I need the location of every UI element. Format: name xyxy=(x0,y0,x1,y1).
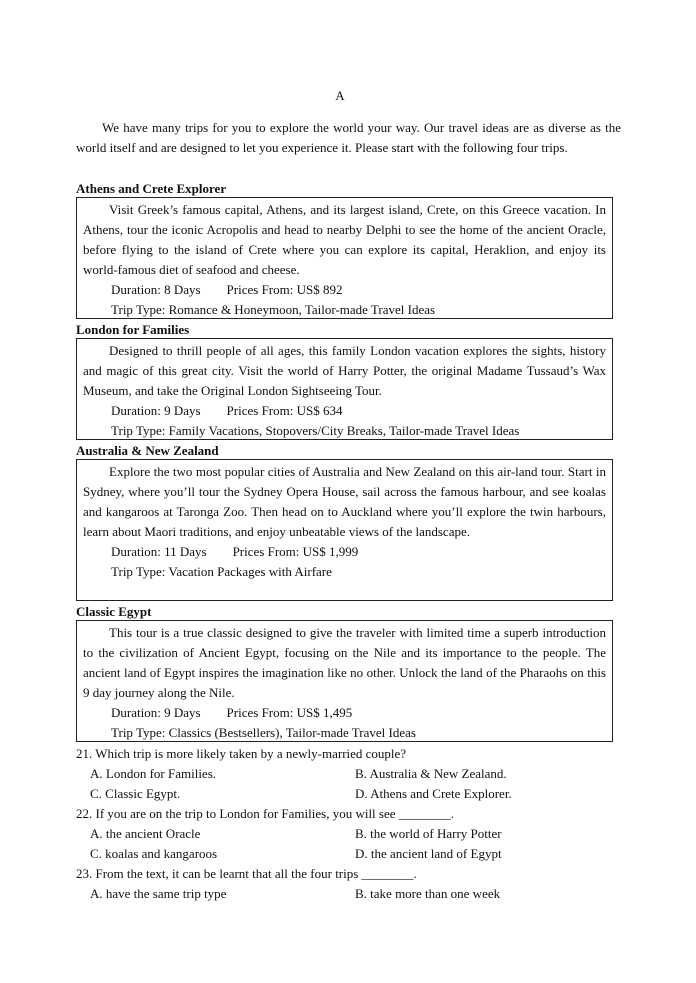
question-23-option-a: A. have the same trip type xyxy=(90,886,227,901)
question-22-option-d: D. the ancient land of Egypt xyxy=(355,846,502,861)
trip-description: This tour is a true classic designed to give the traveler with limited time a superb introduction to the civilization of Ancient Egypt, focusing on the Nile and its importance to the people. The ancient land of Egypt inspires the imagination like no other. Unlock the land of the Pharaohs on this 9 day journey along the Nile. xyxy=(83,625,606,700)
question-23-stem: 23. From the text, it can be learnt that all the four trips ________. xyxy=(76,866,417,881)
trip-duration-price-row xyxy=(83,280,612,300)
trip-duration-price-row xyxy=(83,401,612,421)
trip-title-athens: Athens and Crete Explorer xyxy=(76,181,227,196)
intro-paragraph: We have many trips for you to explore the world your way. Our travel ideas are as diverse as the world itself and are designed to let you experience it. Please start with the following four trips. xyxy=(76,120,621,155)
trip-duration-price-row xyxy=(83,542,612,562)
question-22-option-a: A. the ancient Oracle xyxy=(90,826,201,841)
question-21-option-b: B. Australia & New Zealand. xyxy=(355,766,507,781)
trip-price: Prices From: US$ 892 xyxy=(226,282,343,297)
trip-duration: Duration: 9 Days xyxy=(111,705,201,720)
trip-box-egypt xyxy=(76,620,613,742)
question-22-stem: 22. If you are on the trip to London for Families, you will see ________. xyxy=(76,806,455,821)
question-23-options-row-1 xyxy=(76,884,621,904)
question-21-option-a: A. London for Families. xyxy=(90,766,217,781)
question-22-options-row-1 xyxy=(76,824,621,844)
section-letter: A xyxy=(335,88,345,103)
trip-description: Explore the two most popular cities of Australia and New Zealand on this air-land tour. Start in Sydney, where you’ll tour the Sydney Opera House, sail across the famous harbour, and see koalas and kangaroos at Taronga Zoo. Then head on to Auckland where you’ll explore the twin harbours, learn about Maori traditions, and enjoy unbeatable views of the landscape. xyxy=(83,464,606,539)
question-22-option-c: C. koalas and kangaroos xyxy=(90,846,218,861)
trip-title-egypt: Classic Egypt xyxy=(76,604,152,619)
question-21-option-c: C. Classic Egypt. xyxy=(90,786,181,801)
trip-title-london: London for Families xyxy=(76,322,190,337)
trip-title-australia: Australia & New Zealand xyxy=(76,443,219,458)
trip-box-london xyxy=(76,338,613,440)
trip-duration: Duration: 8 Days xyxy=(111,282,201,297)
trip-price: Prices From: US$ 1,999 xyxy=(232,544,359,559)
trip-price: Prices From: US$ 1,495 xyxy=(226,705,353,720)
questions-section xyxy=(76,744,621,904)
trip-duration: Duration: 11 Days xyxy=(111,544,207,559)
trip-duration: Duration: 9 Days xyxy=(111,403,201,418)
question-21-option-d: D. Athens and Crete Explorer. xyxy=(355,786,512,801)
question-23-option-b: B. take more than one week xyxy=(355,886,501,901)
trip-type: Trip Type: Romance & Honeymoon, Tailor-made Travel Ideas xyxy=(111,302,436,317)
trip-duration-price-row xyxy=(83,703,612,723)
question-21-options-row-1 xyxy=(76,764,621,784)
trip-box-athens xyxy=(76,197,613,319)
trip-description: Visit Greek’s famous capital, Athens, and its largest island, Crete, on this Greece vacation. In Athens, tour the iconic Acropolis and head to nearby Delphi to see the home of the ancient Oracle, before flying to the island of Crete where you can explore its capital, Heraklion, and enjoy its world-famous diet of seafood and cheese. xyxy=(83,202,606,277)
question-21-options-row-2 xyxy=(76,784,621,804)
question-22-option-b: B. the world of Harry Potter xyxy=(355,826,502,841)
trip-type: Trip Type: Classics (Bestsellers), Tailor-made Travel Ideas xyxy=(111,725,416,740)
trip-price: Prices From: US$ 634 xyxy=(226,403,343,418)
trip-box-australia xyxy=(76,459,613,601)
trip-type: Trip Type: Family Vacations, Stopovers/City Breaks, Tailor-made Travel Ideas xyxy=(111,423,520,438)
question-21-stem: 21. Which trip is more likely taken by a newly-married couple? xyxy=(76,746,407,761)
question-22-options-row-2 xyxy=(76,844,621,864)
trip-description: Designed to thrill people of all ages, this family London vacation explores the sights, history and magic of this great city. Visit the world of Harry Potter, the original Madame Tussaud’s Wax Museum, and take the Original London Sightseeing Tour. xyxy=(83,343,606,398)
trip-type: Trip Type: Vacation Packages with Airfare xyxy=(111,564,332,579)
